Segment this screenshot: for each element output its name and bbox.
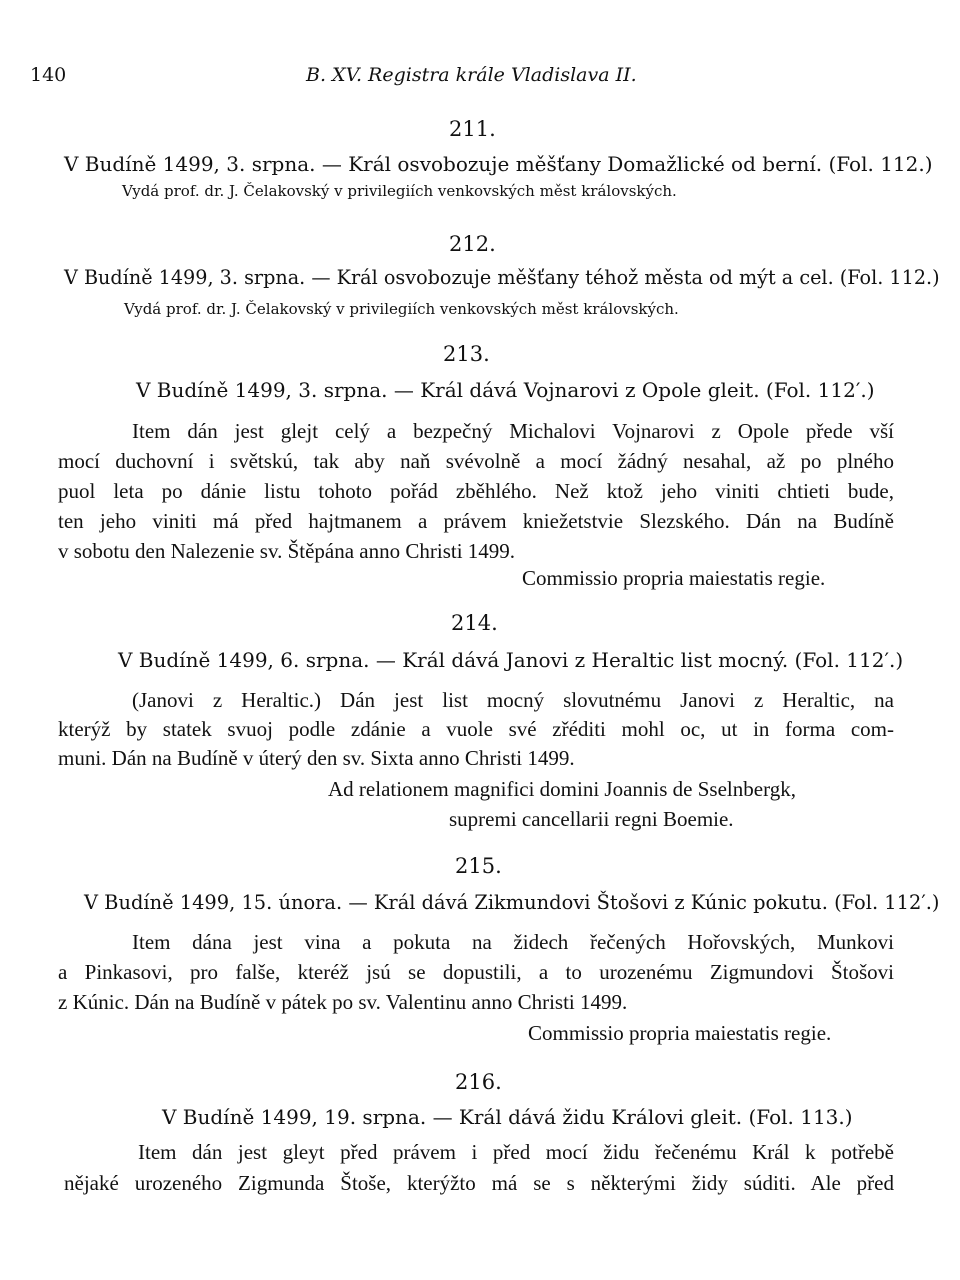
text-line: Item dán jest glejt celý a bezpečný Michalovi Vojnarovi z Opole přede vší xyxy=(132,419,894,443)
entry-source-note: Vydá prof. dr. J. Čelakovský v privilegiích venkovských měst královských. xyxy=(124,300,679,318)
text-line: z Kúnic. Dán na Budíně v pátek po sv. Valentinu anno Christi 1499. xyxy=(58,990,628,1014)
text-line: ten jeho viniti má před hajtmanem a právem kniežetstvie Slezského. Dán na Budíně xyxy=(58,509,894,533)
entry-number: 211. xyxy=(449,117,496,141)
text-line: muni. Dán na Budíně v úterý den sv. Sixta anno Christi 1499. xyxy=(58,746,575,770)
text-line: a Pinkasovi, pro falše, kteréž jsú se dopustili, a to urozenému Zigmundovi Štošovi xyxy=(58,960,894,984)
entry-number: 212. xyxy=(449,232,496,256)
entry-regest: V Budíně 1499, 3. srpna. — Král dává Vojnarovi z Opole gleit. (Fol. 112′.) xyxy=(136,378,875,402)
entry-number: 213. xyxy=(443,342,490,366)
text-line: puol leta po dánie listu tohoto pořád zběhlého. Než ktož jeho viniti chtieti bude, xyxy=(58,479,894,503)
entry-number: 216. xyxy=(455,1070,502,1094)
entry-number: 215. xyxy=(455,854,502,878)
entry-regest: V Budíně 1499, 6. srpna. — Král dává Janovi z Heraltic list mocný. (Fol. 112′.) xyxy=(118,648,904,672)
text-line: kterýž by statek svuoj podle zdánie a vuole své zřéditi mohl oc, ut in forma com- xyxy=(58,717,894,741)
signature-line: supremi cancellarii regni Boemie. xyxy=(449,807,734,831)
text-line: Item dána jest vina a pokuta na židech řečených Hořovských, Munkovi xyxy=(132,930,894,954)
entry-regest: V Budíně 1499, 15. února. — Král dává Zikmundovi Štošovi z Kúnic pokutu. (Fol. 112′.) xyxy=(84,891,940,914)
signature-line: Ad relationem magnifici domini Joannis de Sselnbergk, xyxy=(328,777,796,801)
signature-line: Commissio propria maiestatis regie. xyxy=(528,1021,832,1045)
text-line: mocí duchovní i světskú, tak aby naň svévolně a mocí žádný nesahal, až po plného xyxy=(58,449,894,473)
text-line: Item dán jest gleyt před právem i před mocí židu řečenému Král k potřebě xyxy=(138,1140,894,1164)
entry-source-note: Vydá prof. dr. J. Čelakovský v privilegiích venkovských měst královských. xyxy=(122,182,677,200)
text-line: nějaké urozeného Zigmunda Štoše, kterýžto má se s některými židy súditi. Ale před xyxy=(64,1171,894,1195)
text-line: v sobotu den Nalezenie sv. Štěpána anno Christi 1499. xyxy=(58,539,516,563)
page-number: 140 xyxy=(30,64,67,86)
running-title: B. XV. Registra krále Vladislava II. xyxy=(306,64,637,86)
entry-regest: V Budíně 1499, 3. srpna. — Král osvobozuje měšťany téhož města od mýt a cel. (Fol. 112.) xyxy=(64,266,940,289)
signature-line: Commissio propria maiestatis regie. xyxy=(522,566,826,590)
entry-regest: V Budíně 1499, 19. srpna. — Král dává židu Královi gleit. (Fol. 113.) xyxy=(162,1105,853,1129)
entry-regest: V Budíně 1499, 3. srpna. — Král osvobozuje měšťany Domažlické od berní. (Fol. 112.) xyxy=(64,152,933,176)
text-line: (Janovi z Heraltic.) Dán jest list mocný slovutnému Janovi z Heraltic, na xyxy=(132,688,894,712)
entry-number: 214. xyxy=(451,611,498,635)
